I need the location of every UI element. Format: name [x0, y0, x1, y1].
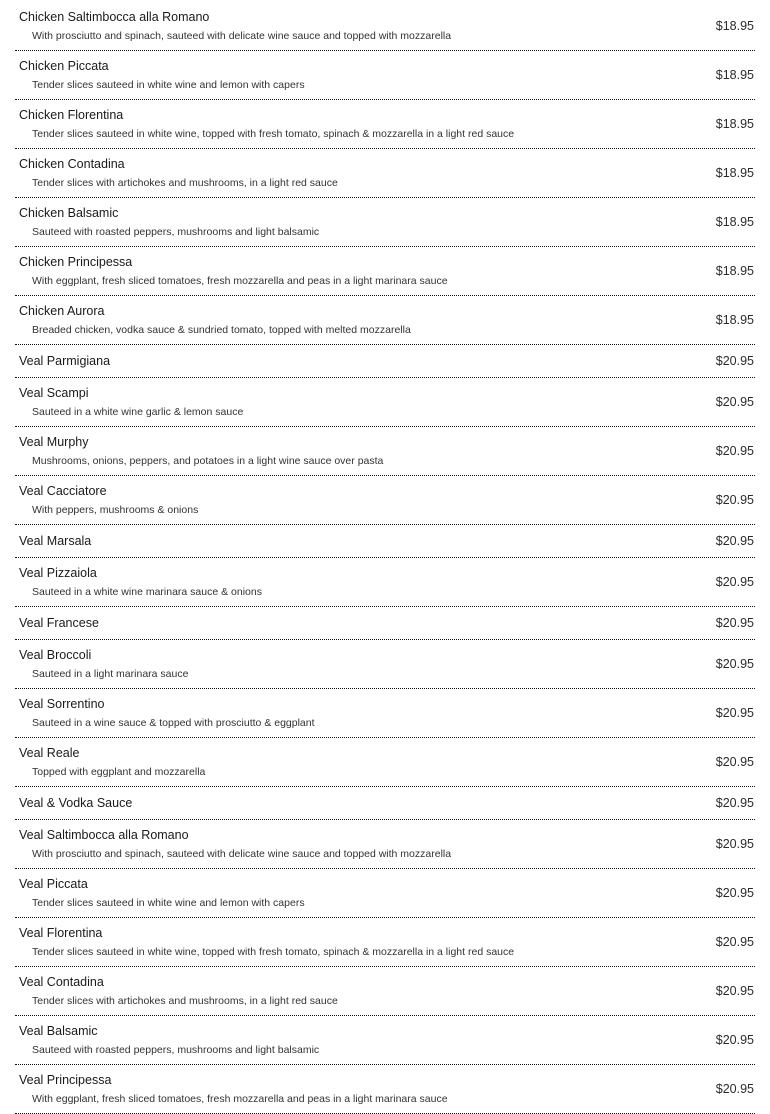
item-description: With prosciutto and spinach, sauteed with delicate wine sauce and topped with mozzarella [32, 847, 452, 860]
menu-item [15, 1065, 755, 1114]
menu-item [15, 787, 755, 820]
item-description: Sauteed in a white wine garlic & lemon sauce [32, 405, 244, 418]
item-price: $20.95 [715, 984, 754, 998]
item-price: $20.95 [715, 755, 754, 769]
item-name: Veal Sorrentino [19, 696, 105, 711]
item-name: Veal Pizzaiola [19, 565, 97, 580]
menu-item [15, 476, 755, 525]
menu-item [15, 607, 755, 640]
item-price: $20.95 [715, 796, 754, 810]
item-price: $20.95 [715, 837, 754, 851]
item-price: $18.95 [715, 166, 754, 180]
menu-item [15, 869, 755, 918]
item-description: Sauteed in a wine sauce & topped with prosciutto & eggplant [32, 716, 315, 729]
item-name: Chicken Aurora [19, 303, 105, 318]
item-name: Chicken Principessa [19, 254, 133, 269]
item-description: With eggplant, fresh sliced tomatoes, fresh mozzarella and peas in a light marinara sauce [32, 1092, 448, 1105]
item-name: Chicken Florentina [19, 107, 124, 122]
item-price: $20.95 [715, 493, 754, 507]
item-price: $20.95 [715, 1082, 754, 1096]
menu-item [15, 738, 755, 787]
item-name: Veal Broccoli [19, 647, 92, 662]
menu-item [15, 345, 755, 378]
menu-item [15, 689, 755, 738]
menu-item [15, 427, 755, 476]
item-price: $18.95 [715, 313, 754, 327]
menu-item [15, 247, 755, 296]
item-price: $18.95 [715, 264, 754, 278]
menu-item [15, 296, 755, 345]
item-name: Veal Saltimbocca alla Romano [19, 827, 189, 842]
menu-item [15, 149, 755, 198]
item-description: Sauteed with roasted peppers, mushrooms and light balsamic [32, 1043, 320, 1056]
item-price: $20.95 [715, 1033, 754, 1047]
item-description: Tender slices sauteed in white wine, topped with fresh tomato, spinach & mozzarella in a light red sauce [32, 127, 515, 140]
item-price: $20.95 [715, 657, 754, 671]
item-price: $20.95 [715, 575, 754, 589]
item-price: $20.95 [715, 395, 754, 409]
item-description: With eggplant, fresh sliced tomatoes, fresh mozzarella and peas in a light marinara sauce [32, 274, 448, 287]
menu-item [15, 2, 755, 51]
item-description: Sauteed in a white wine marinara sauce & onions [32, 585, 262, 598]
menu-item [15, 558, 755, 607]
item-name: Chicken Saltimbocca alla Romano [19, 9, 210, 24]
item-price: $20.95 [715, 886, 754, 900]
item-price: $20.95 [715, 444, 754, 458]
item-name: Chicken Contadina [19, 156, 125, 171]
item-description: Tender slices with artichokes and mushrooms, in a light red sauce [32, 994, 338, 1007]
item-name: Veal Murphy [19, 434, 89, 449]
item-name: Veal Piccata [19, 876, 88, 891]
item-price: $18.95 [715, 215, 754, 229]
item-name: Chicken Piccata [19, 58, 109, 73]
menu-item [15, 100, 755, 149]
item-description: Topped with eggplant and mozzarella [32, 765, 206, 778]
item-price: $20.95 [715, 706, 754, 720]
item-name: Veal Florentina [19, 925, 103, 940]
menu-item [15, 51, 755, 100]
item-price: $18.95 [715, 19, 754, 33]
item-description: Breaded chicken, vodka sauce & sundried tomato, topped with melted mozzarella [32, 323, 411, 336]
item-description: With prosciutto and spinach, sauteed with delicate wine sauce and topped with mozzarella [32, 29, 452, 42]
item-name: Veal Balsamic [19, 1023, 98, 1038]
item-price: $20.95 [715, 616, 754, 630]
menu-item [15, 967, 755, 1016]
menu-item [15, 918, 755, 967]
menu-item [15, 820, 755, 869]
item-name: Veal Francese [19, 615, 99, 630]
item-price: $20.95 [715, 534, 754, 548]
menu-item [15, 1016, 755, 1065]
item-name: Veal Reale [19, 745, 80, 760]
item-name: Veal Parmigiana [19, 353, 111, 368]
item-description: Mushrooms, onions, peppers, and potatoes in a light wine sauce over pasta [32, 454, 384, 467]
item-description: Sauteed with roasted peppers, mushrooms and light balsamic [32, 225, 320, 238]
item-description: Tender slices sauteed in white wine and lemon with capers [32, 896, 305, 909]
menu-item [15, 525, 755, 558]
item-description: Tender slices sauteed in white wine and lemon with capers [32, 78, 305, 91]
item-price: $20.95 [715, 935, 754, 949]
item-price: $20.95 [715, 354, 754, 368]
item-price: $18.95 [715, 117, 754, 131]
item-name: Veal Contadina [19, 974, 104, 989]
item-description: Sauteed in a light marinara sauce [32, 667, 189, 680]
item-description: With peppers, mushrooms & onions [32, 503, 199, 516]
menu-item [15, 198, 755, 247]
item-name: Chicken Balsamic [19, 205, 119, 220]
item-description: Tender slices sauteed in white wine, topped with fresh tomato, spinach & mozzarella in a light red sauce [32, 945, 515, 958]
item-name: Veal Principessa [19, 1072, 112, 1087]
item-description: Tender slices with artichokes and mushrooms, in a light red sauce [32, 176, 338, 189]
menu-item [15, 378, 755, 427]
item-name: Veal Cacciatore [19, 483, 107, 498]
item-name: Veal Marsala [19, 533, 92, 548]
item-name: Veal & Vodka Sauce [19, 795, 133, 810]
menu-item [15, 640, 755, 689]
item-name: Veal Scampi [19, 385, 89, 400]
item-price: $18.95 [715, 68, 754, 82]
